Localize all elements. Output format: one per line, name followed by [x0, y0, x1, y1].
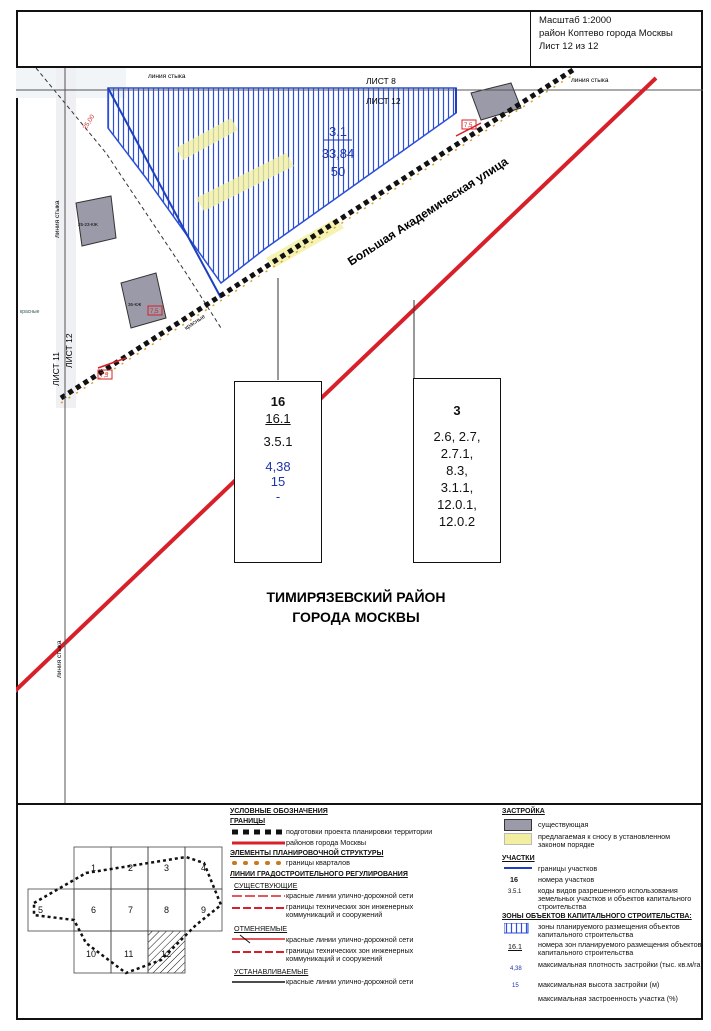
stitch-label-2: линия стыка	[571, 77, 609, 84]
index-cell-11: 11	[124, 949, 134, 959]
index-cell-7: 7	[128, 905, 134, 915]
legend-borders-heading: ГРАНИЦЫ	[230, 818, 266, 825]
legend-k1: зоны планируемого размещения объектов капитального строительства	[538, 922, 680, 939]
plot-16-zone: 16.1	[265, 411, 291, 426]
zone-height: 50	[330, 164, 346, 179]
legend-symbol-existing-building	[504, 819, 532, 831]
building-2-label: 36-КЖ	[128, 302, 142, 307]
index-cell-1: 1	[91, 863, 97, 873]
legend-zones-heading: ЗОНЫ ОБЪЕКТОВ КАПИТАЛЬНОГО СТРОИТЕЛЬСТВА:	[502, 913, 692, 920]
district-name-1: ТИМИРЯЗЕВСКИЙ РАЙОН	[266, 589, 446, 605]
legend-planning-heading: ЭЛЕМЕНТЫ ПЛАНИРОВОЧНОЙ СТРУКТУРЫ	[230, 850, 384, 857]
legend-symbols-existing	[230, 891, 290, 915]
legend-c1: красные линии улично-дорожной сети	[286, 935, 414, 944]
height-mark-1: 7,5	[464, 123, 473, 129]
plot-16-coverage: -	[275, 489, 281, 504]
height-mark-3: 7,5	[100, 373, 109, 379]
legend-symbol-zone-hatch	[504, 923, 530, 935]
legend-c2: границы технических зон инженерных коммуникаций и сооружений	[286, 946, 414, 963]
plot-16-use-code: 3.5.1	[263, 434, 293, 449]
district-text: район Коптево города Москвы	[539, 28, 673, 39]
map-area	[16, 68, 703, 803]
legend-b2: районов города Москвы	[286, 838, 367, 847]
building-36	[121, 273, 166, 328]
building-right	[471, 83, 521, 120]
index-cell-3: 3	[164, 863, 170, 873]
legend-k3-symbol: 4,38	[510, 966, 522, 972]
legend-p1: границы кварталов	[286, 858, 350, 867]
plot-3-code: 12.0.2	[438, 514, 476, 529]
legend-s1: красные линии улично-дорожной сети	[286, 977, 414, 986]
scale-text: Масштаб 1:2000	[539, 15, 612, 26]
plot-3-code: 2.6, 2.7,	[433, 429, 481, 444]
title-block	[530, 10, 703, 66]
zone-code: 3.1	[328, 124, 348, 139]
legend-u2: номера участков	[538, 875, 595, 884]
legend-k2: номера зон планируемого размещения объектов капитального строительства	[538, 940, 702, 957]
plot-3-code: 3.1.1,	[440, 480, 474, 495]
stitch-label-4: линия стыка	[56, 640, 63, 678]
legend-k2-symbol: 16.1	[508, 942, 522, 951]
legend-k5: максимальная застроенность участка (%)	[538, 994, 678, 1003]
red-line	[98, 358, 126, 368]
legend-e2: границы технических зон инженерных коммуникаций и сооружений	[286, 902, 414, 919]
plot-3-codes	[414, 428, 500, 530]
height-mark-2: 7,5	[150, 309, 159, 315]
sheet-text: Лист 12 из 12	[539, 41, 599, 52]
legend-e1: красные линии улично-дорожной сети	[286, 891, 414, 900]
legend-k4-symbol: 15	[512, 983, 519, 989]
sheet-label-12-top: ЛИСТ 12	[366, 96, 401, 106]
legend-b1: подготовки проекта планировки территории	[286, 827, 433, 836]
legend-symbols-cancelled	[230, 934, 290, 960]
legend-z1: существующая	[538, 820, 589, 829]
zone-density: 33,84	[321, 146, 355, 161]
sheet-label-12-left: ЛИСТ 12	[64, 333, 74, 368]
district-name-2: ГОРОДА МОСКВЫ	[292, 609, 420, 625]
plot-16-infobox	[234, 381, 322, 563]
map-canvas	[16, 68, 703, 803]
legend-u3-symbol: 3.5.1	[508, 889, 522, 895]
index-cell-2: 2	[128, 863, 134, 873]
plot-16-density: 4,38	[265, 459, 291, 474]
legend-reg-heading: ЛИНИИ ГРАДОСТРОИТЕЛЬНОГО РЕГУЛИРОВАНИЯ	[230, 871, 408, 878]
plot-3-code: 8.3,	[446, 463, 468, 478]
index-cell-10: 10	[86, 949, 97, 959]
legend-established-heading: УСТАНАВЛИВАЕМЫЕ	[234, 967, 309, 976]
legend-cancelled-heading: ОТМЕНЯЕМЫЕ	[234, 924, 288, 933]
plot-3-infobox	[413, 378, 501, 563]
stitch-label-1: линия стыка	[148, 73, 186, 80]
legend-k4: максимальная высота застройки (м)	[538, 980, 660, 989]
stitch-label-3: линия стыка	[54, 200, 61, 238]
building-1-label: 25-23-КЖ	[78, 222, 98, 227]
plot-3-number: 3	[453, 403, 461, 418]
plot-16-height: 15	[270, 474, 286, 489]
legend-heading: УСЛОВНЫЕ ОБОЗНАЧЕНИЯ	[230, 808, 328, 815]
plot-3-code: 12.0.1,	[437, 497, 477, 512]
legend-symbol-established	[230, 977, 290, 987]
sheet-label-8: ЛИСТ 8	[366, 76, 396, 86]
legend-existing-heading: СУЩЕСТВУЮЩИЕ	[234, 881, 298, 890]
plot-16-number: 16	[270, 394, 286, 409]
plot-3-code: 2.7.1,	[440, 446, 474, 461]
legend-z2: предлагаемая к сносу в установленном законом порядке	[538, 832, 671, 849]
index-cell-9: 9	[201, 905, 207, 915]
legend-symbol-demolish	[504, 833, 532, 845]
legend-plots-heading: УЧАСТКИ	[502, 855, 535, 862]
red-line-label-2: красные	[20, 309, 40, 315]
dimension-label: 25,00	[81, 113, 97, 132]
index-cell-6: 6	[91, 905, 97, 915]
legend-build-heading: ЗАСТРОЙКА	[502, 808, 545, 815]
building-25-23	[76, 196, 116, 246]
legend-symbol-quarters	[230, 858, 290, 868]
street-name: Большая Академическая улица	[345, 154, 511, 269]
legend-u2-symbol: 16	[510, 875, 518, 884]
index-cell-12: 12	[161, 949, 172, 959]
legend-k3: максимальная плотность застройки (тыс. кв.м/га)	[538, 960, 703, 969]
legend-symbol-plot-border	[502, 864, 534, 872]
index-cell-5: 5	[38, 905, 44, 915]
sheet-label-11: ЛИСТ 11	[51, 352, 61, 386]
legend-section	[16, 803, 703, 1020]
legend-u3: коды видов разрешенного использования земельных участков и объектов капитального строительства	[538, 886, 692, 911]
legend-u1: границы участков	[538, 864, 598, 873]
index-cell-8: 8	[164, 905, 170, 915]
index-cell-4: 4	[201, 863, 207, 873]
red-line-label: красные	[183, 313, 207, 332]
